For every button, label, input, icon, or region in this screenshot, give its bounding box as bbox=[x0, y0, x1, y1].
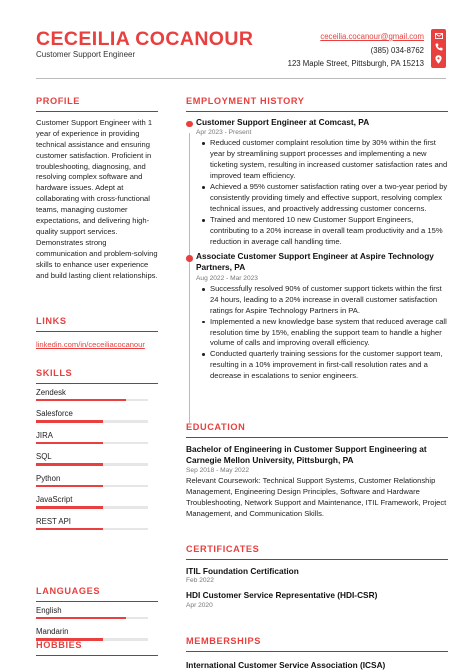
links-section bbox=[36, 316, 158, 349]
skill-item bbox=[36, 427, 158, 449]
certificate-title: HDI Customer Service Representative (HDI-CSR) bbox=[186, 590, 378, 601]
section-divider bbox=[36, 331, 158, 332]
education-section bbox=[186, 422, 448, 520]
education-coursework: Relevant Coursework: Technical Support Systems, Customer Relationship Management, Engineering Design Principles, Software and Hardware Troubleshooting, Network Support and Maintenance, ITIL Framework, Project Management, and Communication Skills. bbox=[186, 476, 447, 519]
skill-label: JavaScript bbox=[36, 495, 73, 505]
skill-label: SQL bbox=[36, 452, 52, 462]
contact-icons bbox=[431, 29, 446, 68]
job-bullet: Trained and mentored 10 new Customer Support Engineers, contributing to a 20% increase in overall team productivity and a 15% reduction in average call handling time. bbox=[196, 215, 448, 248]
section-heading: SKILLS bbox=[36, 368, 73, 378]
job-bullet: Implemented a new knowledge base system that reduced average call resolution time by 15%, enabling the support team to handle a higher volume of calls and improving overall efficiency. bbox=[196, 317, 448, 350]
section-heading: EMPLOYMENT HISTORY bbox=[186, 96, 305, 106]
skill-label: Zendesk bbox=[36, 387, 66, 397]
certificate-date: Feb 2022 bbox=[186, 577, 214, 585]
job-bullet: Conducted quarterly training sessions for the customer support team, resulting in a 10% improvement in first-call resolution rates and a decrease in escalations to senior engineers. bbox=[196, 349, 448, 382]
timeline-dot bbox=[186, 255, 193, 262]
skill-level-fill bbox=[36, 399, 126, 401]
certificate-item bbox=[186, 590, 448, 609]
education-dates: Sep 2018 - May 2022 bbox=[186, 467, 250, 475]
profile-section bbox=[36, 96, 158, 281]
skill-level-fill bbox=[36, 617, 126, 619]
skill-level-bar bbox=[36, 442, 148, 444]
section-divider bbox=[36, 111, 158, 112]
location-icon bbox=[435, 55, 442, 64]
email-link[interactable]: ceceilia.cocanour@gmail.com bbox=[320, 32, 424, 41]
section-heading: HOBBIES bbox=[36, 640, 83, 650]
employment-section bbox=[186, 96, 448, 382]
candidate-name: CECEILIA COCANOUR bbox=[36, 28, 254, 50]
skill-item bbox=[36, 448, 158, 470]
skills-list bbox=[36, 384, 158, 535]
job-bullet: Achieved a 95% customer satisfaction rating over a two-year period by consistently providing timely and effective support, resolving complex technical issues, and proactively addressing customer concerns. bbox=[196, 182, 448, 215]
languages-list bbox=[36, 602, 158, 645]
language-item bbox=[36, 602, 158, 624]
skill-level-fill bbox=[36, 485, 103, 487]
degree-title: Bachelor of Engineering in Customer Support Engineering at Carnegie Mellon University, Pittsburgh, PA bbox=[186, 443, 427, 465]
skill-item bbox=[36, 470, 158, 492]
section-divider bbox=[186, 111, 448, 112]
certificates-list bbox=[186, 566, 448, 609]
skills-section bbox=[36, 368, 158, 534]
section-divider bbox=[186, 651, 448, 652]
header-divider bbox=[36, 78, 446, 79]
certificates-section bbox=[186, 544, 448, 609]
skill-item bbox=[36, 384, 158, 406]
section-divider bbox=[36, 655, 158, 656]
contact-block bbox=[288, 30, 424, 71]
job-dates: Aug 2022 - Mar 2023 bbox=[196, 274, 258, 282]
jobs-list bbox=[186, 117, 448, 382]
skill-level-fill bbox=[36, 442, 103, 444]
section-heading: LANGUAGES bbox=[36, 586, 101, 596]
job-entry bbox=[186, 117, 448, 248]
hobbies-section bbox=[36, 640, 158, 656]
section-divider bbox=[186, 437, 448, 438]
skill-level-bar bbox=[36, 485, 148, 487]
skill-label: Python bbox=[36, 473, 61, 483]
job-bullet: Reduced customer complaint resolution time by 30% within the first year by streamlining support processes and implementing a new ticketing system, resulting in increased customer satisfaction rates and improved team efficiency. bbox=[196, 138, 448, 182]
section-heading: MEMBERSHIPS bbox=[186, 636, 262, 646]
skill-level-fill bbox=[36, 528, 103, 530]
skill-level-fill bbox=[36, 506, 103, 508]
phone-icon bbox=[435, 43, 443, 51]
skill-item bbox=[36, 405, 158, 427]
job-dates: Apr 2023 - Present bbox=[196, 129, 252, 137]
skill-item bbox=[36, 513, 158, 535]
skill-label: REST API bbox=[36, 516, 71, 526]
linkedin-link[interactable]: linkedin.com/in/ceceiliacocanour bbox=[36, 339, 145, 349]
employment-timeline bbox=[186, 117, 448, 382]
membership-item: International Customer Service Association (ICSA) bbox=[186, 659, 386, 670]
job-title: Associate Customer Support Engineer at Aspire Technology Partners, PA bbox=[196, 251, 434, 273]
job-entry bbox=[186, 251, 448, 382]
skill-level-fill bbox=[36, 463, 103, 465]
languages-section bbox=[36, 586, 158, 645]
email-icon bbox=[435, 33, 443, 39]
skill-label: English bbox=[36, 605, 62, 615]
phone-number: (385) 034-8762 bbox=[370, 45, 424, 55]
job-bullets bbox=[196, 138, 448, 247]
memberships-section bbox=[186, 636, 448, 670]
certificate-title: ITIL Foundation Certification bbox=[186, 565, 299, 576]
skill-level-bar bbox=[36, 420, 148, 422]
job-bullet: Successfully resolved 90% of customer support tickets within the first 24 hours, leading to a 20% increase in overall customer satisfaction ratings for Aspire Technology Partners in PA. bbox=[196, 284, 448, 317]
certificate-item bbox=[186, 566, 448, 585]
timeline-dot bbox=[186, 121, 193, 128]
certificate-date: Apr 2020 bbox=[186, 601, 213, 609]
skill-level-bar bbox=[36, 528, 148, 530]
address: 123 Maple Street, Pittsburgh, PA 15213 bbox=[287, 59, 424, 68]
section-heading: PROFILE bbox=[36, 96, 81, 106]
job-title: Customer Support Engineer at Comcast, PA bbox=[196, 116, 370, 127]
candidate-title: Customer Support Engineer bbox=[36, 50, 136, 59]
skill-label: JIRA bbox=[36, 430, 53, 440]
section-divider bbox=[186, 559, 448, 560]
skill-level-bar bbox=[36, 463, 148, 465]
job-bullets bbox=[196, 284, 448, 382]
skill-level-bar bbox=[36, 506, 148, 508]
skill-label: Mandarin bbox=[36, 627, 69, 637]
skill-level-bar bbox=[36, 617, 148, 619]
skill-level-fill bbox=[36, 420, 103, 422]
section-heading: LINKS bbox=[36, 316, 67, 326]
skill-label: Salesforce bbox=[36, 409, 73, 419]
section-heading: EDUCATION bbox=[186, 422, 246, 432]
profile-summary: Customer Support Engineer with 1 year of experience in providing technical assistance and ensuring customer satisfaction. Proficient in troubleshooting, diagnosing, and resolving complex software and hardware issues. Adept at collaborating with cross-functional teams, managing customer expectations, and delivering high-quality support services. Demonstrates strong communication and problem-solving skills to enhance user experience and build lasting client relationships. bbox=[36, 117, 158, 280]
skill-level-bar bbox=[36, 399, 148, 401]
section-heading: CERTIFICATES bbox=[186, 544, 260, 554]
skill-item bbox=[36, 491, 158, 513]
